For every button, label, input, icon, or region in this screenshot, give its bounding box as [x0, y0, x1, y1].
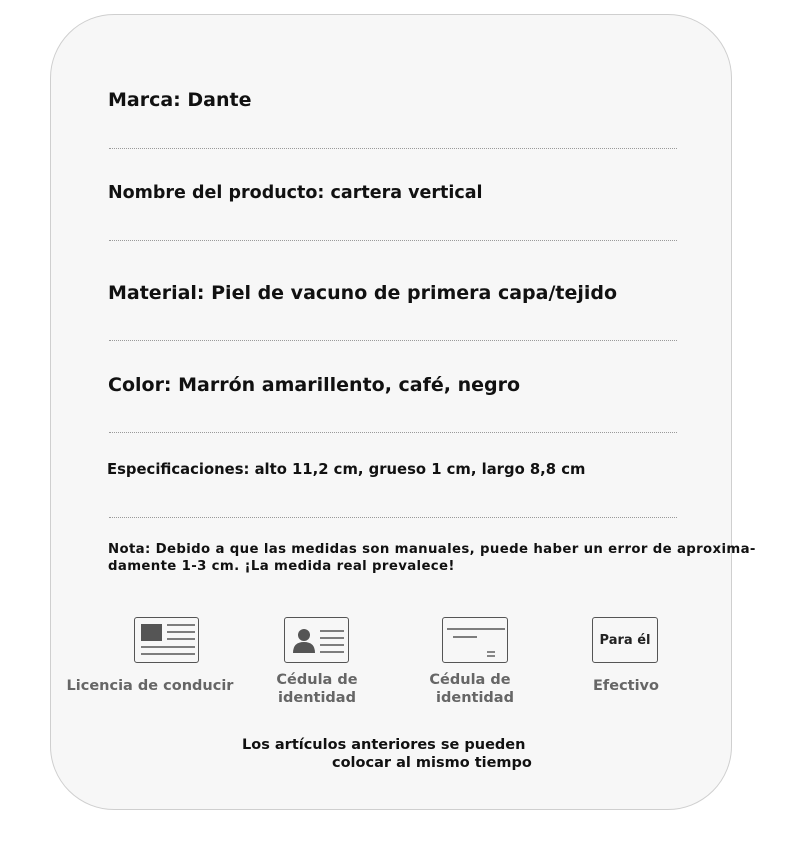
footer-line-2: colocar al mismo tiempo — [332, 755, 532, 771]
cash-icon — [592, 617, 658, 663]
cash-icon-label: Para él — [599, 632, 651, 648]
brand-label: Marca: Dante — [108, 89, 252, 111]
color-label: Color: Marrón amarillento, café, negro — [108, 374, 521, 396]
material-label: Material: Piel de vacuno de primera capa/tejido — [108, 282, 618, 304]
dimensions-label: Especificaciones: alto 11,2 cm, grueso 1 cm, largo 8,8 cm — [107, 461, 586, 478]
id-card-caption: Cédula de identidad — [276, 672, 358, 706]
drivers-license-icon — [134, 617, 199, 663]
divider — [109, 340, 677, 341]
note-line-2: damente 1-3 cm. ¡La medida real prevalece! — [108, 559, 455, 574]
divider — [109, 148, 677, 149]
product-name-label: Nombre del producto: cartera vertical — [108, 183, 483, 203]
footer-line-1: Los artículos anteriores se pueden — [242, 737, 526, 753]
divider — [109, 517, 677, 518]
cash-caption: Efectivo — [593, 678, 659, 694]
footer-note — [242, 736, 532, 772]
id-card-icon — [284, 617, 349, 663]
divider — [109, 240, 677, 241]
measurement-note — [108, 541, 756, 575]
drivers-license-caption: Licencia de conducir — [66, 678, 234, 694]
card-caption: Cédula de identidad — [429, 672, 514, 706]
card-icon — [442, 617, 508, 663]
divider — [109, 432, 677, 433]
note-line-1: Nota: Debido a que las medidas son manuales, puede haber un error de aproxima- — [108, 542, 756, 557]
